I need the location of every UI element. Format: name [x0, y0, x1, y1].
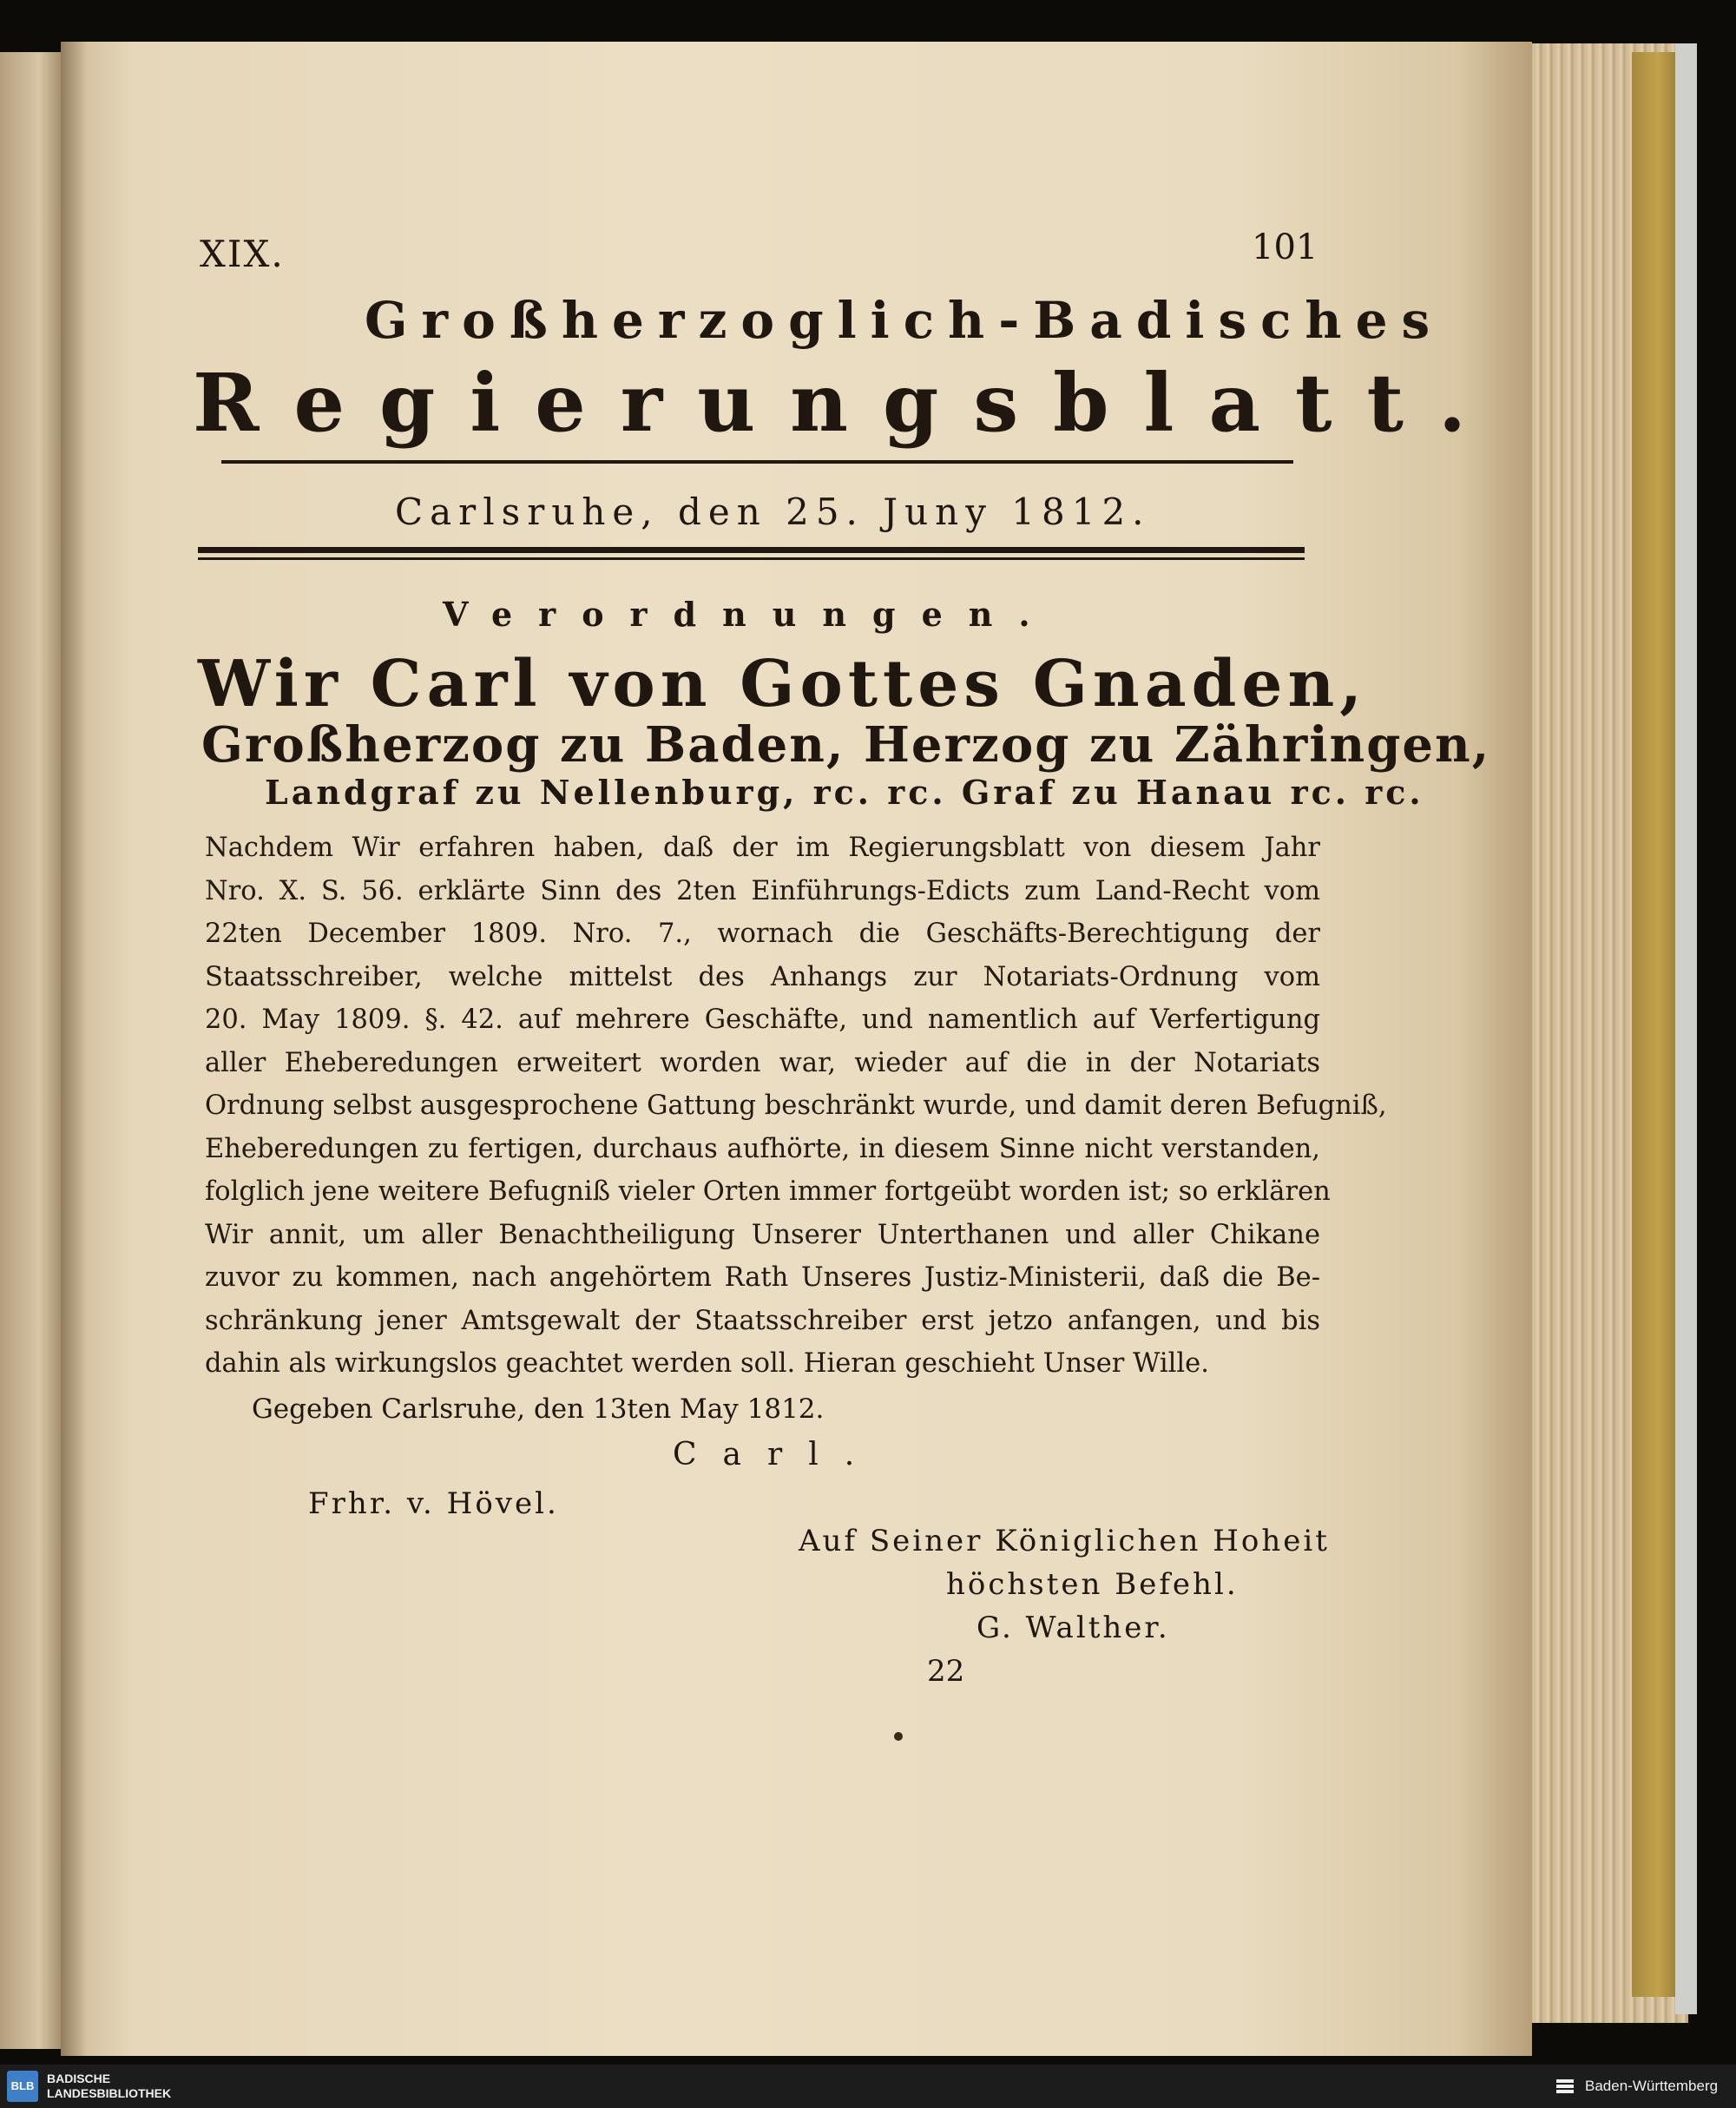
body-line: 20. May 1809. §. 42. auf mehrere Geschäfte, und namentlich auf Verfertigung: [205, 1005, 1320, 1035]
body-line: schränkung jener Amtsgewalt der Staatsschreiber erst jetzo anfangen, und bis: [205, 1305, 1320, 1336]
decree-body: [205, 827, 1387, 1386]
cover-edge: [1675, 43, 1697, 2014]
library-name[interactable]: [47, 2072, 171, 2101]
section-heading: Verordnungen.: [443, 595, 1056, 634]
blb-logo-icon[interactable]: BLB: [7, 2071, 38, 2102]
masthead-title: Regierungsblatt.: [193, 356, 1502, 450]
page-number: 101: [1252, 227, 1318, 267]
authority-line2: höchsten Befehl.: [946, 1567, 1239, 1602]
issue-roman-numeral: XIX.: [200, 233, 285, 275]
authority-line1: Auf Seiner Königlichen Hoheit: [799, 1524, 1330, 1558]
signature-mark: 22: [927, 1654, 965, 1689]
state-name[interactable]: Baden-Württemberg: [1585, 2078, 1719, 2094]
body-line: Ordnung selbst ausgesprochene Gattung beschränkt wurde, und damit deren Befugniß,: [205, 1090, 1387, 1121]
body-line: folglich jene weitere Befugniß vieler Orten immer fortgeübt worden ist; so erklären: [205, 1176, 1331, 1207]
facing-page-edge: [0, 52, 65, 2049]
ink-dot: [894, 1732, 903, 1741]
body-line: aller Eheberedungen erweitert worden war, wieder auf die in der Notariats: [205, 1047, 1320, 1078]
signature-carl: Carl.: [673, 1437, 881, 1472]
dateline: Carlsruhe, den 25. Juny 1812.: [395, 491, 1151, 533]
body-line: zuvor zu kommen, nach angehörtem Rath Unseres Justiz-Ministerii, daß die Be-: [205, 1262, 1320, 1293]
body-line: Nro. X. S. 56. erklärte Sinn des 2ten Einführungs-Edicts zum Land-Recht vom: [205, 875, 1320, 906]
library-name-line2: LANDESBIBLIOTHEK: [47, 2086, 172, 2100]
decree-heading-line2: Großherzog zu Baden, Herzog zu Zähringen,: [201, 716, 1491, 774]
viewer-footer: [0, 2065, 1736, 2108]
body-line: 22ten December 1809. Nro. 7., wornach die Geschäfts-Berechtigung der: [205, 919, 1320, 949]
library-name-line1: BADISCHE: [47, 2072, 111, 2085]
body-line: Nachdem Wir erfahren haben, daß der im Regierungsblatt von diesem Jahr: [205, 833, 1320, 863]
body-line: Wir annit, um aller Benachtheiligung Unserer Unterthanen und aller Chikane: [205, 1219, 1320, 1250]
signature-hoevel: Frhr. v. Hövel.: [308, 1486, 559, 1521]
body-line: Eheberedungen zu fertigen, durchaus aufhörte, in diesem Sinne nicht verstanden,: [205, 1133, 1320, 1164]
gutter-shadow: [61, 42, 87, 2056]
signature-walther: G. Walther.: [976, 1611, 1170, 1645]
body-line: Staatsschreiber, welche mittelst des Anhangs zur Notariats-Ordnung vom: [205, 961, 1320, 992]
double-rule-thin: [198, 557, 1305, 560]
masthead-rule: [221, 460, 1293, 464]
body-line: dahin als wirkungslos geachtet werden soll. Hieran geschieht Unser Wille.: [205, 1348, 1209, 1379]
decree-heading-line3: Landgraf zu Nellenburg, rc. rc. Graf zu Hanau rc. rc.: [265, 773, 1424, 812]
double-rule-thick: [198, 547, 1305, 553]
coat-of-arms-icon: [1554, 2076, 1576, 2097]
decree-heading-line1: Wir Carl von Gottes Gnaden,: [198, 647, 1368, 721]
masthead-pretitle: Großherzoglich-Badisches: [365, 291, 1444, 350]
given-line: Gegeben Carlsruhe, den 13ten May 1812.: [252, 1393, 825, 1425]
